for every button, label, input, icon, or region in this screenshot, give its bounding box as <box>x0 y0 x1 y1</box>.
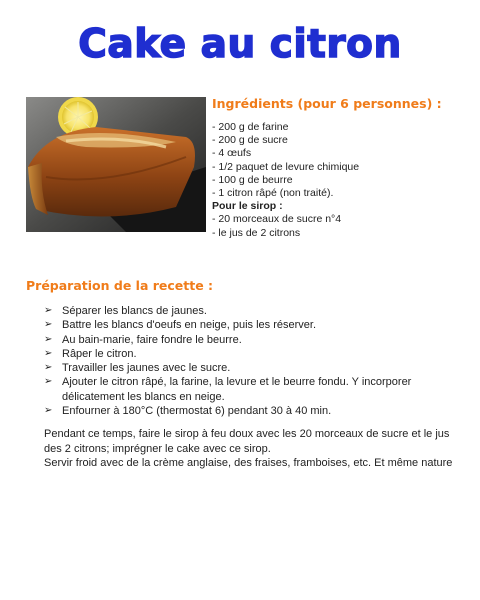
step-text: Au bain-marie, faire fondre le beurre. <box>62 333 242 346</box>
step-text: Ajouter le citron râpé, la farine, la levure et le beurre fondu. Y incorporer délicatement les blancs en neige. <box>62 376 412 403</box>
step-item <box>44 304 454 318</box>
ingredients-list <box>212 121 462 240</box>
preparation-notes <box>44 427 454 471</box>
preparation-steps <box>44 304 454 418</box>
ingredient-item: - 100 g de beurre <box>212 173 293 186</box>
step-item <box>44 375 454 404</box>
arrow-bullet-icon: ➢ <box>44 305 53 316</box>
step-text: Travailler les jaunes avec le sucre. <box>62 362 231 375</box>
step-text: Râper le citron. <box>62 347 137 360</box>
step-text: Battre les blancs d'oeufs en neige, puis les réserver. <box>62 319 317 332</box>
arrow-bullet-icon: ➢ <box>44 362 53 374</box>
cake-photo <box>26 97 206 232</box>
arrow-bullet-icon: ➢ <box>44 333 53 345</box>
arrow-bullet-icon: ➢ <box>44 347 53 359</box>
page-title: Cake au citron <box>78 22 402 67</box>
arrow-bullet-icon: ➢ <box>44 405 53 417</box>
arrow-bullet-icon: ➢ <box>44 319 53 331</box>
step-item <box>44 347 454 361</box>
step-item <box>44 404 454 418</box>
syrup-instruction: Pendant ce temps, faire le sirop à feu doux avec les 20 morceaux de sucre et le jus des 2 citrons; imprégner le cake avec ce sirop. <box>44 428 450 455</box>
step-item <box>44 361 454 375</box>
ingredients-heading: Ingrédients (pour 6 personnes) : <box>212 96 442 111</box>
preparation-heading: Préparation de la recette : <box>26 278 214 293</box>
lemon-cake-photo-icon <box>26 97 206 232</box>
step-text: Enfourner à 180°C (thermostat 6) pendant 30 à 40 min. <box>62 405 332 418</box>
ingredient-item: - 1/2 paquet de levure chimique <box>212 160 360 173</box>
ingredient-item: - 200 g de farine <box>212 121 289 133</box>
step-item <box>44 318 454 332</box>
ingredient-item: - 1 citron râpé (non traité). <box>212 187 334 200</box>
arrow-bullet-icon: ➢ <box>44 376 53 388</box>
ingredient-item: - 4 œufs <box>212 147 252 160</box>
step-item <box>44 333 454 347</box>
serving-suggestion: Servir froid avec de la crème anglaise, des fraises, framboises, etc. Et même nature <box>44 457 453 470</box>
syrup-heading: Pour le sirop : <box>212 200 283 213</box>
syrup-item: - 20 morceaux de sucre n°4 <box>212 213 342 226</box>
syrup-item: - le jus de 2 citrons <box>212 226 301 239</box>
ingredient-item: - 200 g de sucre <box>212 134 288 147</box>
step-text: Séparer les blancs de jaunes. <box>62 305 207 317</box>
